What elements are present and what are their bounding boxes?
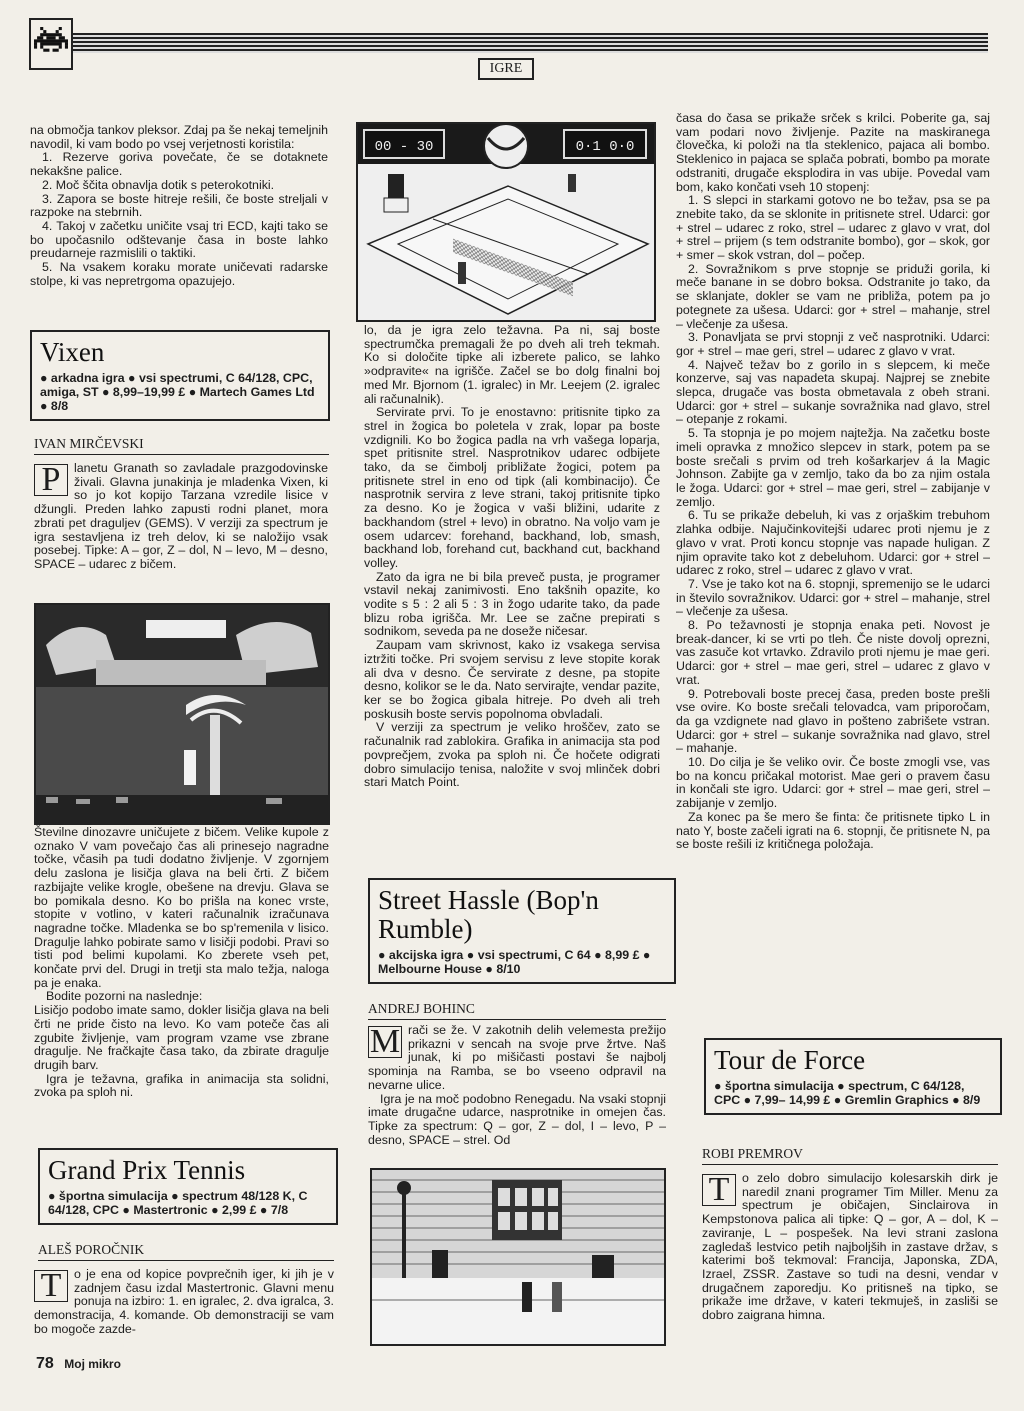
- footer: [36, 1355, 121, 1373]
- grandprix-lead: [34, 1268, 334, 1337]
- paragraph: 5. Ta stopnja je po mojem najtežja. Na začetku boste imeli opravka z množico slepcev in stark, potem pa se boste srečali s prvim od treh košarkarjev á la Magic Johnson. Zabijte ga v zemljo, tako da bo za njim ostala le žoga. Udarci: gor + strel – mae geri, strel – zabijanje v zemljo.: [676, 426, 990, 509]
- paragraph: lo, da je igra zelo težavna. Pa ni, saj boste spectrumčka premagali že po dveh ali treh tekmah. Ko si določite tipke ali izberete palico, se lahko »odpravite« na igrišče. Začel se bo dolg finalni boj med Mr. Bjornom (1. igralec) in Mr. Leejem (2. igralec ali računalnik).: [364, 323, 660, 406]
- paragraph: 5. Na vsakem koraku morate uničevati radarske stolpe, ki vas nepretrgoma opazujejo.: [30, 260, 328, 288]
- paragraph: Servirate prvi. To je enostavno: pritisnite tipko za strel in žogica bo poletela v zrak, lopar pa boste vzdignili. Ko bo žogica padla na vrh vašega loparja, spet pritisnite strel. Nasprotnikov udarec odbijete tako, da se čimbolj približate žogici, potem pa pritisnete strel in eno od tipk (ali kombinacijo). Če nasprotnik servira z leve strani, takoj pritisnite tipko za desno. Ko je žogica v vaši bližini, udarite z backhandom (strel + levo) in obratno. Na voljo vam je osem udarcev: forehand, backhand, lob, smash, backhand lob, forehand cut, backhand cut, backhand volley.: [364, 405, 660, 570]
- review-meta: ● športna simulacija ● spectrum, C 64/128, CPC ● 7,99– 14,99 £ ● Gremlin Graphics ● 8/9: [714, 1079, 981, 1107]
- paragraph: 3. Ponavljata se prvi stopnji z več nasprotniki. Udarci: gor + strel – mae geri, strel – udarec z glavo v vrat.: [676, 330, 990, 358]
- paragraph: 7. Vse je tako kot na 6. stopnji, spremenijo se le udarci in število sovražnikov. Udarci: gor + strel – mahanje, strel – vlečenje za ušesa.: [676, 576, 990, 619]
- review-title: Street Hassle (Bop'n Rumble): [378, 885, 599, 944]
- paragraph: 2. Sovražnikom s prve stopnje se priduži gorila, ki meče banane in se dobro boksa. Odstranite jo tako, da se sklanjate, dokler se vam ne približa, potem pa jo potegnete za ušesa. Udarci: gor + strel – mahanje, strel – vlečenje za ušesa.: [676, 261, 990, 331]
- score-right: 0·1 0·0: [575, 139, 635, 155]
- vixen-lead: [34, 462, 328, 572]
- streethassle-screenshot: [370, 1168, 666, 1346]
- vixen-screenshot: [34, 603, 330, 825]
- grandprix-title-box: [38, 1148, 338, 1225]
- lead-text: o je ena od kopice povprečnih iger, ki jih je v zadnjem času izdal Mastertronic. Glavni menu ponuja na izbiro: 1. en igralec, 2. dva igralca, 3. demonstracija, 4. komande. Ob demonstraciji se vam bo mogoče zazde-: [34, 1267, 334, 1336]
- author-byline: ANDREJ BOHINC: [368, 1001, 666, 1020]
- paragraph: Številne dinozavre uničujete z bičem. Velike kupole z oznako V vam povečajo čas ali prinesejo nagradne točke, včasih pa tudi dodatno življenje. V zgornjem delu zaslona je lisičja glava na beli črti. Z bičem razbijajte velike krogle, obešene na drevju. Glava se bo pomikala desno. Ko bo prišla na konec vrste, stopite v votlino, v kateri računalnik izračunava nagradne točke. Mladenka se bo sp'remenila v lisico. Dragulje lahko pobirate samo v lisičji podobi. Pravi so tisti pod belimi kupolami. Ko zberete vseh pet, končate prvi del. Drugi in tretji sta malo težja, naloga pa je enaka.: [34, 825, 329, 990]
- street-scene-graphic: [372, 1170, 664, 1344]
- paragraph: 2. Moč ščita obnavlja dotik s peterokotniki.: [42, 177, 275, 192]
- paragraph: Igra je težavna, grafika in animacija sta solidni, zvoka pa sploh ni.: [34, 1071, 329, 1100]
- paragraph: Zaupam vam skrivnost, kako iz vsakega servisa iztržiti točke. Pri svojem servisu z leve stopite korak ali dva v desno. Če servirate z desne, pa stopite desno, kolikor se le da. Nato servirajte, vendar pazite, ker se bo žogica gibala hitreje. Po dveh ali treh poskusih boste servis popolnoma obvladali.: [364, 638, 660, 721]
- streethassle-title-box: [368, 878, 676, 984]
- paragraph: Lisičjo podobo imate samo, dokler lisičja glava na beli črti ne pride čisto na levo. Ko vam poteče čas ali zgubite življenje, vam program vzame vse zbrane dragulje. Ne fračkajte časa tako, da zbirate dragulje drugih barv.: [34, 1003, 329, 1072]
- tennis-court-graphic: [358, 124, 654, 320]
- paragraph: Bodite pozorni na naslednje:: [46, 989, 203, 1004]
- section-label: IGRE: [478, 58, 534, 80]
- header-stripe-bar: [60, 33, 988, 53]
- paragraph: 1. S slepci in starkami gotovo ne bo težav, psa se pa znebite tako, da se sklonite in pritisnete strel. Udarci: gor + strel – udarec z roko, strel – udarec z glavo v vrat, dol + strel – prijem (s tem odstranite bombo), gor – skok, gor + smer – skok vstran, dol – počep.: [676, 193, 990, 263]
- tennis-screenshot: [356, 122, 656, 322]
- col2-body: [364, 324, 660, 790]
- col3-body: [676, 112, 990, 852]
- paragraph: na območja tankov pleksor. Zdaj pa še nekaj temeljnih navodil, ki vam bodo po vsej verjetnosti koristila:: [30, 123, 328, 151]
- lead-text: rači se že. V zakotnih delih velemesta prežijo prikazni v sencah na svoje prve žrtve. Naš junak, ki po mišičasti postavi še najbolj spominja na Ramba, se bo vseeno odpravil na nevarne ulice.: [368, 1023, 666, 1092]
- drop-cap: T: [702, 1174, 736, 1206]
- author-byline: ROBI PREMROV: [702, 1146, 998, 1165]
- review-title: Vixen: [40, 337, 105, 367]
- paragraph: 6. Tu se prikaže debeluh, ki vas z orjaškim trebuhom zlahka odbije. Najučinkovitejši udarec proti njemu je z glavo v vrat. Proti koncu stopnje vas napade huligan. Z njim opravite tako kot z debeluhom. Udarci: gor + strel – udarec z roko, strel – udarec z glavo v vrat.: [676, 508, 990, 578]
- vixen-title-box: [30, 330, 330, 421]
- lead-text: lanetu Granath so zavladale prazgodovinske živali. Glavna junakinja je mladenka Vixen, ki so jo kot kopijo Tarzana vzredile lisice v džungli. Preden lahko zapusti rodni planet, mora zbrati pet draguljev (GEMS). V verziji za spectrum je igra sestavljena iz treh delov, ki se naložijo vsak posebej. Tipke: A – gor, Z – dol, N – levo, M – desno, SPACE – udarec z bičem.: [34, 461, 328, 571]
- vixen-game-graphic: [36, 605, 328, 823]
- paragraph: Za konec pa še mero še finta: če pritisnete tipko L in nato Y, boste začeli igrati na 6. stopnji, če pritisnete N, pa se boste rešili iz kritičnega položaja.: [676, 809, 990, 852]
- author-byline: ALEŠ POROČNIK: [38, 1242, 334, 1261]
- paragraph: V verziji za spectrum je veliko hroščev, zato se računalnik rad zablokira. Grafika in animacija sta pod povprečjem, zvoka pa sploh ni. Če hočete odigrati dobro simulacijo tenisa, naložite v svoj mlinček dobri stari Match Point.: [364, 720, 660, 790]
- invader-icon: [34, 27, 68, 61]
- magazine-name: Moj mikro: [64, 1357, 121, 1371]
- tourdeforce-lead: [702, 1172, 998, 1323]
- paragraph: Zato da igra ne bi bila preveč pusta, je programer vstavil nekaj zanimivosti. Eno takšnih opazite, ko vodite s 5 : 2 ali 5 : 3 in žogo udarite tako, da pade blizu roba igrišča. Mr. Lee se začne prepirati s sodnikom, seveda pa ne doseže ničesar.: [364, 569, 660, 639]
- drop-cap: T: [34, 1270, 68, 1302]
- paragraph: 9. Potrebovali boste precej časa, preden boste prešli vse ovire. Ko boste srečali telovadca, vam priporočam, da ga vzdignete nad glavo in pošteno zabrišete vstran. Udarci: gor + strel – sukanje sovražnika nad glavo, strel – mahanje.: [676, 686, 990, 756]
- drop-cap: P: [34, 464, 68, 496]
- paragraph: 3. Zapora se boste hitreje rešili, če boste streljali v razpoke na stebrnih.: [30, 191, 328, 220]
- lead-text: o zelo dobro simulacijo kolesarskih dirk je naredil znani programer Tim Miller. Menu za spectrum je običajen, Sinclairova in Kempstonova palica ali tipke: Q – gor, A – dol, K – zaviranje, L – pospešek. Na levi strani zaslona zagledaš lestvico petih najboljših in zastave držav, s katerimi boš tekmoval: Francija, Japonska, ZDA, Izrael, ZSSR. Zastave so tudi na desni, vendar v drugačnem zaporedju. Ko pritisneš na tipko, se prikaže ime države, v kateri tekmuješ, in zasliši se dobro zaigrana himna.: [702, 1171, 998, 1323]
- review-title: Grand Prix Tennis: [48, 1155, 246, 1185]
- review-meta: ● športna simulacija ● spectrum 48/128 K, C 64/128, CPC ● Mastertronic ● 2,99 £ ● 7/8: [48, 1189, 308, 1217]
- paragraph: 4. Največ težav bo z gorilo in s slepcem, ki meče konzerve, saj vas napadeta skupaj. Najprej se znebite slepca, drugače vas bosta obmetavala z obeh strani. Udarci: gor + strel – sukanje sovražnika nad glavo, strel – otepanje z rokami.: [676, 357, 990, 427]
- paragraph: Igra je na moč podobno Renegadu. Na vsaki stopnji imate drugačne udarce, nasprotnike in omejen čas. Tipke za spectrum: Q – gor, Z – dol, I – levo, P – desno, SPACE – strel. Od: [368, 1091, 666, 1147]
- review-title: Tour de Force: [714, 1045, 866, 1075]
- paragraph: 8. Po težavnosti je stopnja enaka peti. Novost je break-dancer, ki se vrti po tleh. Če niste dovolj oprezni, vas zasuče kot vrtavko. Zdravilo proti njemu je mae geri. Udarci: gor + strel – mae geri, strel – udarec z glavo v vrat.: [676, 618, 990, 687]
- space-invader-logo: [29, 18, 73, 70]
- score-left: 00 - 30: [374, 139, 434, 155]
- review-meta: ● akcijska igra ● vsi spectrumi, C 64 ● 8,99 £ ● Melbourne House ● 8/10: [378, 948, 651, 976]
- paragraph: 10. Do cilja je še veliko ovir. Če boste zmogli vse, vas bo na koncu pričakal motorist. Mae geri o pravem času in končali ste igro. Udarci: gor + strel – mae geri, strel – zabijanje v zemljo.: [676, 755, 990, 811]
- col1-intro: [30, 124, 328, 288]
- vixen-body: [34, 826, 329, 1100]
- paragraph: 4. Takoj v začetku uničite vsaj tri ECD, kajti tako se bo upočasnilo odštevanje časa in boste lahko preudarneje razmislili o taktiki.: [30, 218, 328, 261]
- paragraph: 1. Rezerve goriva povečate, če se dotaknete nekakšne palice.: [30, 150, 328, 179]
- streethassle-lead: [368, 1024, 666, 1147]
- author-byline: IVAN MIRČEVSKI: [34, 436, 329, 455]
- tourdeforce-title-box: [704, 1038, 1002, 1115]
- review-meta: ● arkadna igra ● vsi spectrumi, C 64/128, CPC, amiga, ST ● 8,99–19,99 £ ● Martech Games Ltd ● 8/8: [40, 371, 315, 413]
- drop-cap: M: [369, 1023, 401, 1060]
- page-number: 78: [36, 1355, 54, 1372]
- paragraph: časa do časa se prikaže srček s krilci. Poberite ga, saj vam podari novo življenje. Pazite na maskiranega človečka, ki položi na tla steklenico, pajaca ali bombo. Steklenico in pajaca se splača pobrati, bombo pa morate odstraniti, drugače eksplodira in vas ubije. Povedal vam bom, kako končati vseh 10 stopenj:: [676, 111, 990, 194]
